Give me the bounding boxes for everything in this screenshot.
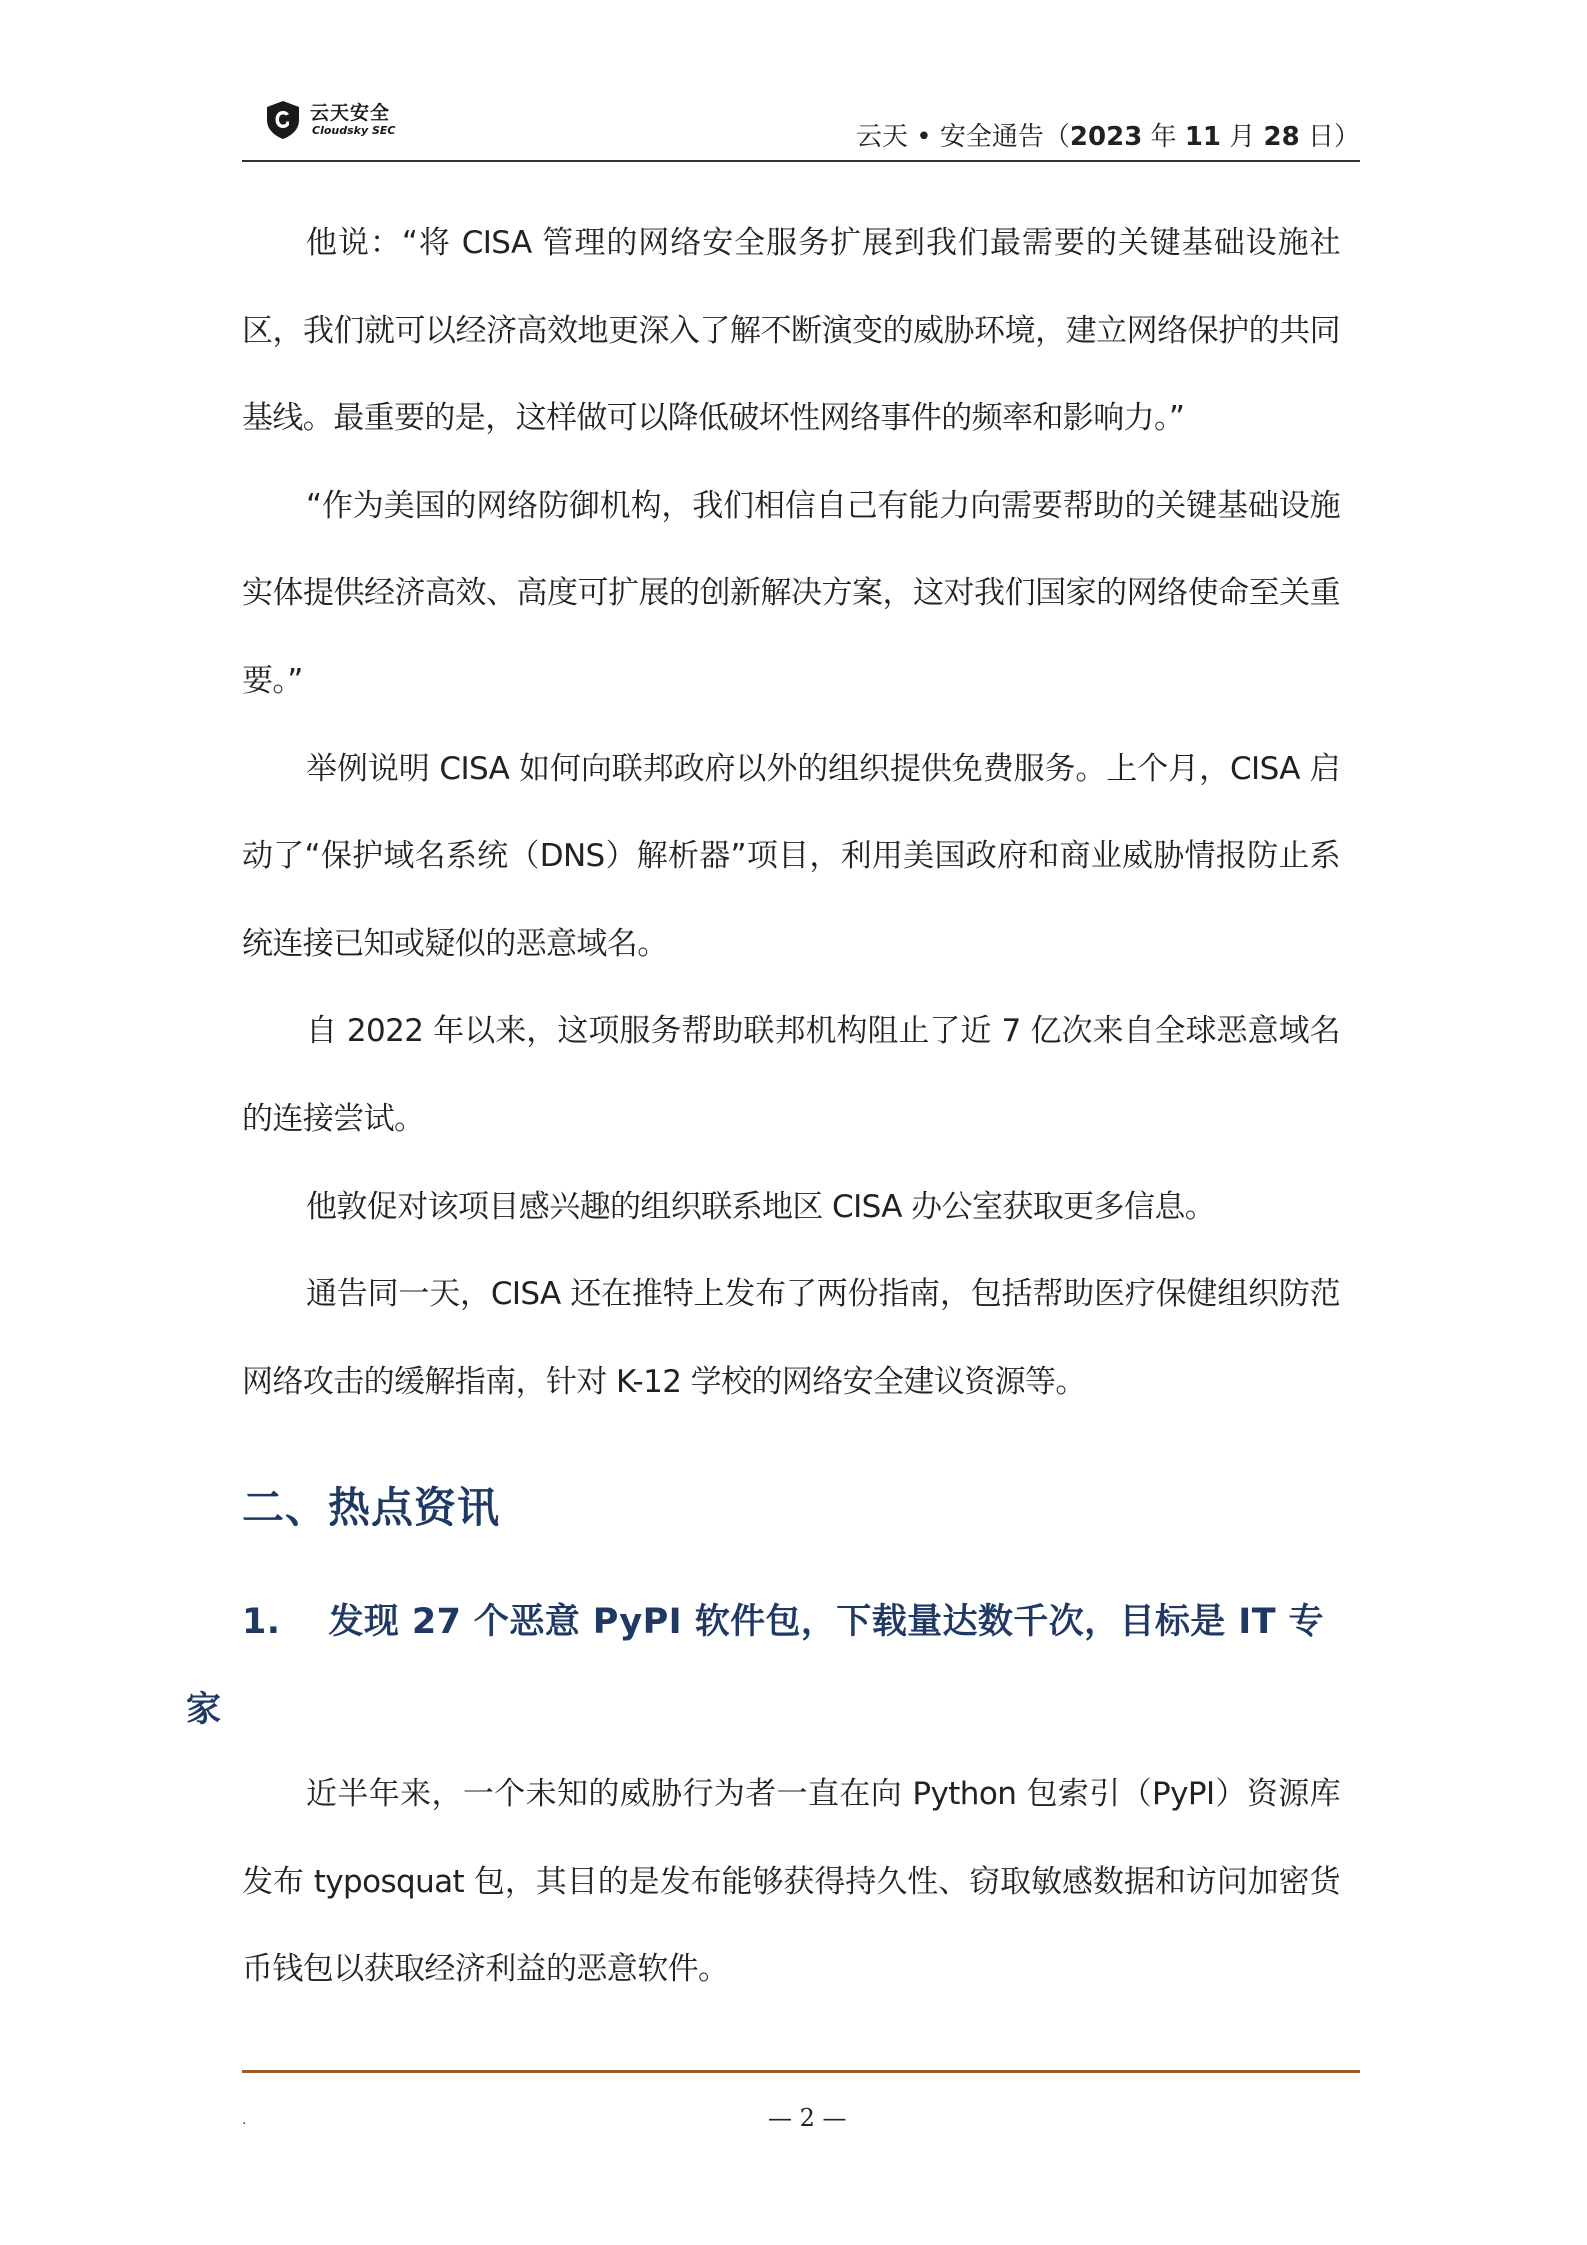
company-logo	[264, 98, 424, 144]
paragraph: 他敦促对该项目感兴趣的组织联系地区 CISA 办公室获取更多信息。	[306, 1188, 1216, 1225]
paragraph: “作为美国的网络防御机构，我们相信自己有能力向需要帮助的关键基础设施实体提供经济高效、高度可扩展的创新解决方案，这对我们国家的网络使命至关重要。”	[242, 487, 1340, 699]
body-content	[242, 200, 1340, 1426]
logo-chinese-text: 云天安全	[310, 102, 391, 124]
logo-english-text: Cloudsky SEC	[312, 124, 396, 137]
news-item-title-line1: 发现 27 个恶意 PyPI 软件包，下载量达数千次，目标是 IT 专	[328, 1602, 1324, 1642]
news-content	[242, 1751, 1340, 2014]
cloudsky-shield-icon	[264, 100, 302, 140]
page-number: — 2 —	[768, 2104, 847, 2132]
bulletin-month-unit: 月	[1221, 122, 1264, 152]
paragraph: 他说：“将 CISA 管理的网络安全服务扩展到我们最需要的关键基础设施社区，我们就可以经济高效地更深入了解不断演变的威胁环境，建立网络保护的共同基线。最重要的是，这样做可以降低破坏性网络事件的频率和影响力。”	[242, 225, 1340, 437]
paragraph: 通告同一天，CISA 还在推特上发布了两份指南，包括帮助医疗保健组织防范网络攻击的缓解指南，针对 K-12 学校的网络安全建议资源等。	[242, 1276, 1340, 1400]
bulletin-day-unit: 日）	[1299, 122, 1360, 152]
paragraph: 举例说明 CISA 如何向联邦政府以外的组织提供免费服务。上个月，CISA 启动了“保护域名系统（DNS）解析器”项目，利用美国政府和商业威胁情报防止系统连接已知或疑似的恶意域名。	[242, 750, 1340, 962]
footer-divider	[242, 2070, 1360, 2073]
header-divider	[242, 160, 1360, 162]
bulletin-year: 2023	[1069, 122, 1143, 152]
news-item-title-line2: 家	[186, 1690, 222, 1730]
news-item-number: 1.	[242, 1602, 281, 1642]
paragraph: 自 2022 年以来，这项服务帮助联邦机构阻止了近 7 亿次来自全球恶意域名的连接尝试。	[242, 1013, 1340, 1137]
page-header	[242, 88, 1360, 162]
footer-mark: .	[242, 2112, 247, 2128]
bulletin-title	[856, 116, 1360, 153]
bulletin-title-prefix: 云天 • 安全通告（	[856, 122, 1070, 152]
bulletin-day: 28	[1263, 122, 1300, 152]
news-item-heading	[186, 1578, 1340, 1754]
bulletin-month: 11	[1184, 122, 1222, 152]
section-heading: 二、热点资讯	[242, 1483, 501, 1532]
paragraph: 近半年来，一个未知的威胁行为者一直在向 Python 包索引（PyPI）资源库发布 typosquat 包，其目的是发布能够获得持久性、窃取敏感数据和访问加密货币钱包以获取经济利益的恶意软件。	[242, 1776, 1340, 1988]
bulletin-year-unit: 年	[1142, 122, 1185, 152]
